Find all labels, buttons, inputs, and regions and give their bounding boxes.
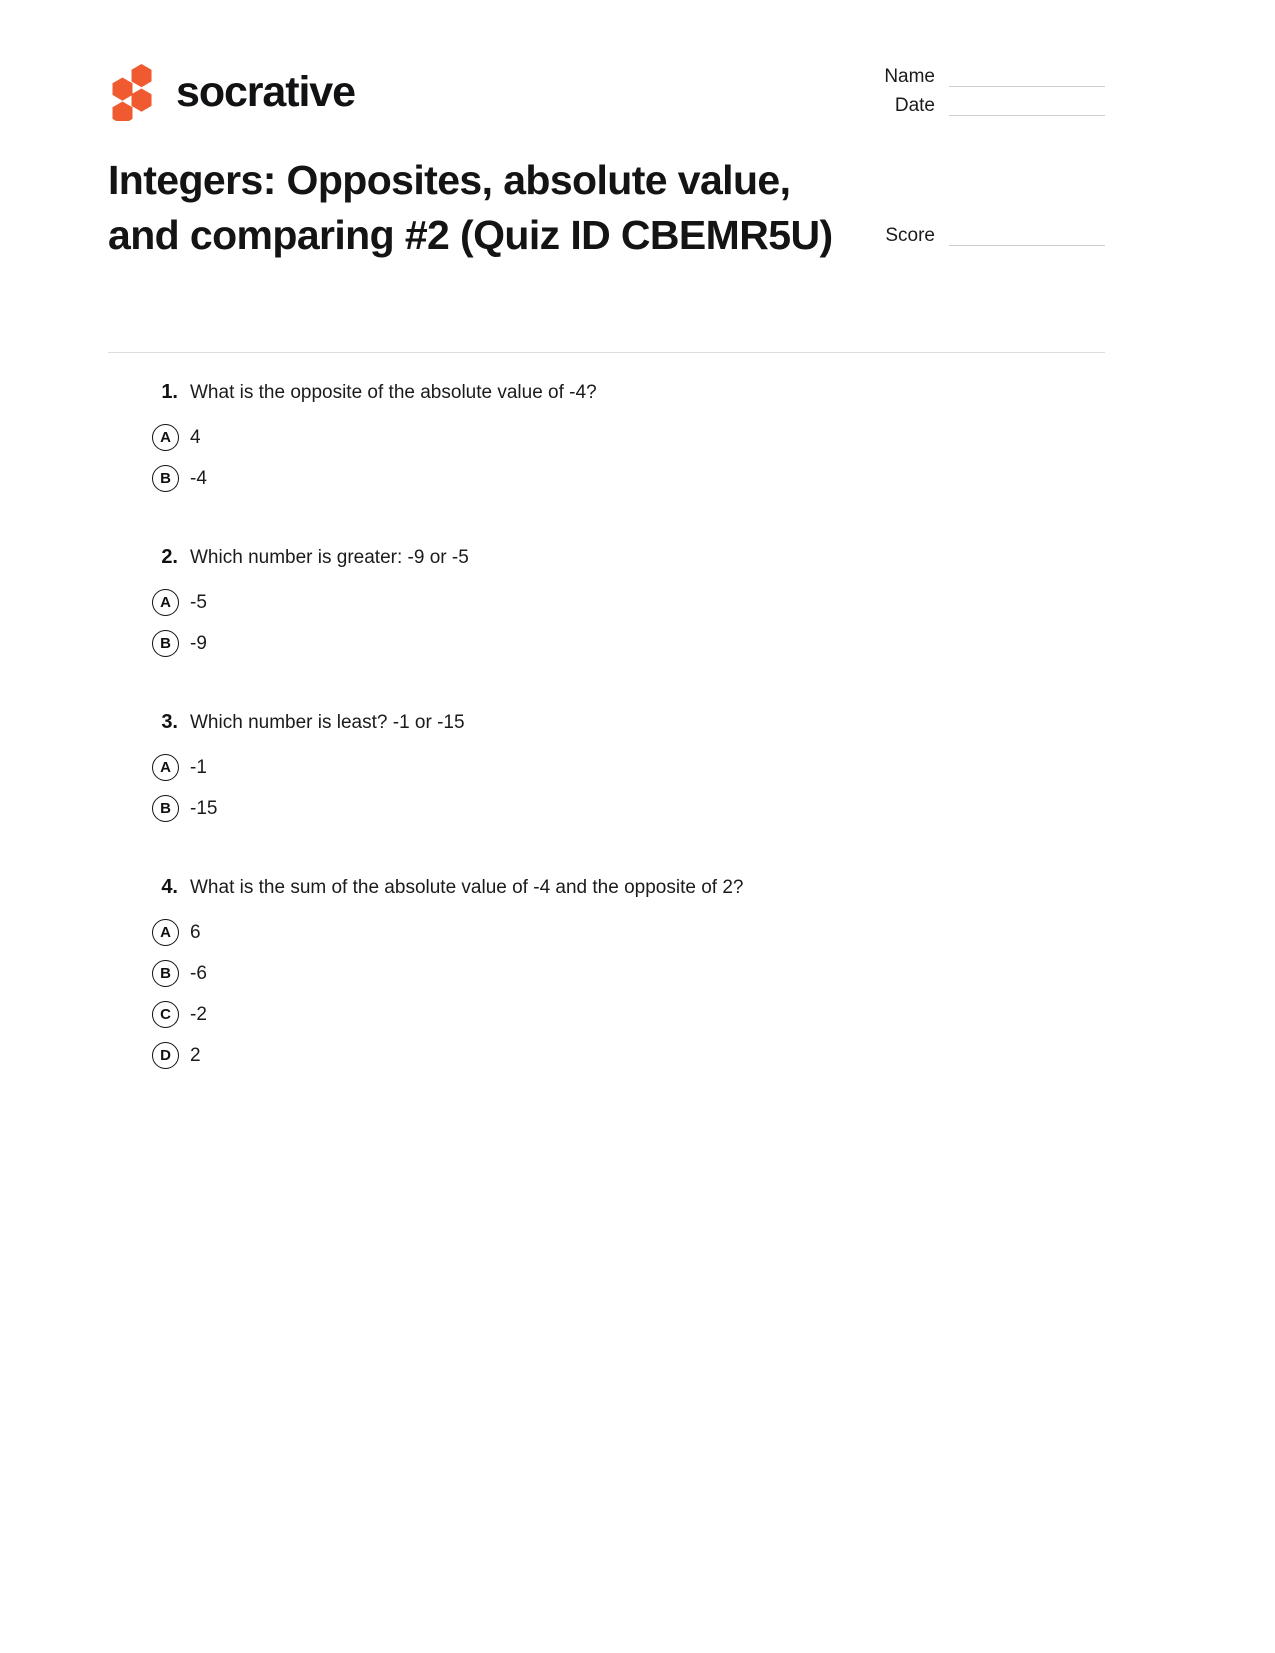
choice-bubble-wrap — [108, 465, 190, 492]
question-number: 1. — [161, 381, 178, 403]
choice-letter-bubble[interactable]: A — [152, 754, 179, 781]
choice-letter-bubble[interactable]: B — [152, 960, 179, 987]
choice-text: -9 — [190, 632, 207, 654]
question-header — [108, 378, 1105, 407]
choice-text: -1 — [190, 756, 207, 778]
choice-bubble-wrap — [108, 424, 190, 451]
question-header — [108, 708, 1105, 737]
choice-text: -6 — [190, 962, 207, 984]
choice-letter-bubble[interactable]: A — [152, 424, 179, 451]
choice-letter-bubble[interactable]: B — [152, 630, 179, 657]
question-text: Which number is least? -1 or -15 — [190, 712, 465, 733]
choice-text: -2 — [190, 1003, 207, 1025]
score-label: Score — [885, 225, 935, 246]
socrative-hexagons-icon — [108, 63, 160, 121]
choice-option[interactable] — [108, 582, 1105, 623]
choice-option[interactable] — [108, 417, 1105, 458]
choice-list — [108, 912, 1105, 1076]
question-number: 3. — [161, 711, 178, 733]
choice-bubble-wrap — [108, 589, 190, 616]
choice-option[interactable] — [108, 953, 1105, 994]
question-text: Which number is greater: -9 or -5 — [190, 547, 469, 568]
choice-letter-bubble[interactable]: B — [152, 795, 179, 822]
student-info-fields — [805, 58, 1105, 116]
choice-text: -4 — [190, 467, 207, 489]
choice-bubble-wrap — [108, 630, 190, 657]
choice-bubble-wrap — [108, 1042, 190, 1069]
choice-text: -15 — [190, 797, 218, 819]
choice-text: 4 — [190, 426, 201, 448]
question-header — [108, 873, 1105, 902]
question-text: What is the opposite of the absolute value of -4? — [190, 382, 597, 403]
brand-wordmark: socrative — [176, 67, 355, 116]
question-header — [108, 543, 1105, 572]
choice-letter-bubble[interactable]: A — [152, 919, 179, 946]
choice-text: 6 — [190, 921, 201, 943]
choice-option[interactable] — [108, 788, 1105, 829]
score-input-line[interactable] — [949, 228, 1105, 246]
choice-letter-bubble[interactable]: D — [152, 1042, 179, 1069]
name-label: Name — [884, 66, 935, 87]
choice-list — [108, 747, 1105, 829]
page-title: Integers: Opposites, absolute value, and comparing #2 (Quiz ID CBEMR5U) — [108, 157, 833, 258]
question-text: What is the sum of the absolute value of -4 and the opposite of 2? — [190, 877, 744, 898]
choice-bubble-wrap — [108, 960, 190, 987]
choice-option[interactable] — [108, 1035, 1105, 1076]
date-label: Date — [894, 95, 935, 116]
choice-letter-bubble[interactable]: B — [152, 465, 179, 492]
choice-list — [108, 417, 1105, 499]
question-item — [108, 708, 1105, 829]
choice-text: -5 — [190, 591, 207, 613]
choice-option[interactable] — [108, 912, 1105, 953]
date-input-line[interactable] — [949, 98, 1105, 116]
choice-bubble-wrap — [108, 1001, 190, 1028]
choice-list — [108, 582, 1105, 664]
question-list — [108, 378, 1105, 1076]
worksheet-header — [108, 58, 1105, 278]
choice-bubble-wrap — [108, 754, 190, 781]
socrative-logo — [108, 63, 355, 121]
question-item — [108, 873, 1105, 1076]
choice-text: 2 — [190, 1044, 201, 1066]
name-input-line[interactable] — [949, 69, 1105, 87]
choice-bubble-wrap — [108, 919, 190, 946]
choice-option[interactable] — [108, 994, 1105, 1035]
date-field-row — [805, 87, 1105, 116]
choice-option[interactable] — [108, 623, 1105, 664]
question-number: 2. — [161, 546, 178, 568]
question-item — [108, 378, 1105, 499]
choice-letter-bubble[interactable]: A — [152, 589, 179, 616]
choice-bubble-wrap — [108, 795, 190, 822]
question-item — [108, 543, 1105, 664]
score-field-row — [885, 226, 1105, 246]
header-divider — [108, 352, 1105, 353]
choice-option[interactable] — [108, 747, 1105, 788]
choice-letter-bubble[interactable]: C — [152, 1001, 179, 1028]
question-number: 4. — [161, 876, 178, 898]
name-field-row — [805, 58, 1105, 87]
choice-option[interactable] — [108, 458, 1105, 499]
